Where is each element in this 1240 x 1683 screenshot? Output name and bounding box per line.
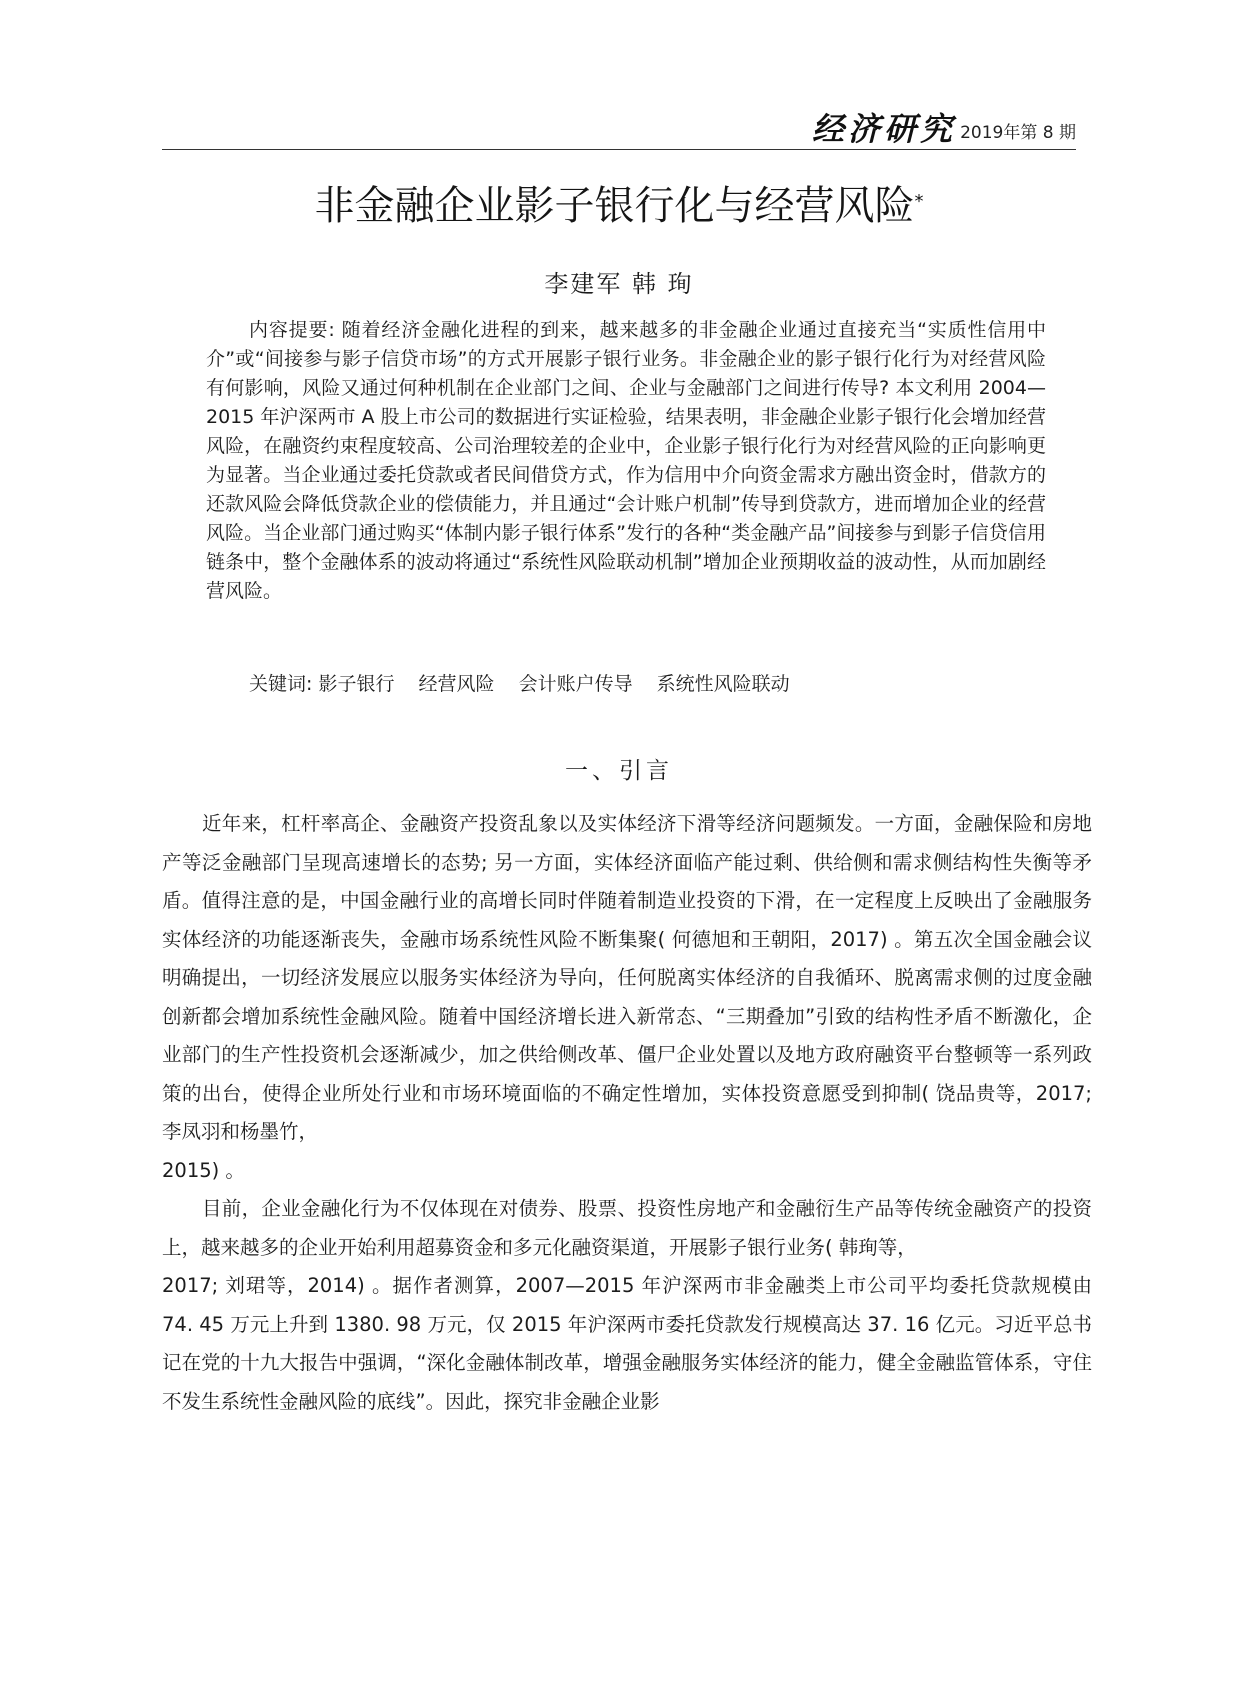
paragraph-continuation: 2015) 。	[162, 1158, 245, 1182]
article-title	[162, 180, 1076, 232]
running-header	[162, 112, 1076, 150]
abstract-label: 内容提要:	[249, 319, 335, 341]
keywords	[206, 670, 1046, 699]
paragraph: 近年来，杠杆率高企、金融资产投资乱象以及实体经济下滑等经济问题频发。一方面，金融保险和房地产等泛金融部门呈现高速增长的态势; 另一方面，实体经济面临产能过剩、供给侧和需求侧结构性失衡等矛盾。值得注意的是，中国金融行业的高增长同时伴随着制造业投资的下滑，在一定程度上反映出了金融服务实体经济的功能逐渐丧失，金融市场系统性风险不断集聚( 何德旭和王朝阳，2017) 。第五次全国金融会议明确提出，一切经济发展应以服务实体经济为导向，任何脱离实体经济的自我循环、脱离需求侧的过度金融创新都会增加系统性金融风险。随着中国经济增长进入新常态、“三期叠加”引致的结构性矛盾不断激化，企业部门的生产性投资机会逐渐减少，加之供给侧改革、僵尸企业处置以及地方政府融资平台整顿等一系列政策的出台，使得企业所处行业和市场环境面临的不确定性增加，实体投资意愿受到抑制( 饶品贵等，2017; 李凤羽和杨墨竹，	[162, 812, 1092, 1143]
header-rule	[162, 149, 1076, 150]
abstract-text: 随着经济金融化进程的到来，越来越多的非金融企业通过直接充当“实质性信用中介”或“间接参与影子信贷市场”的方式开展影子银行业务。非金融企业的影子银行化行为对经营风险有何影响，风险又通过何种机制在企业部门之间、企业与金融部门之间进行传导? 本文利用 2004—2015 年沪深两市 A 股上市公司的数据进行实证检验，结果表明，非金融企业影子银行化会增加经营风险，在融资约束程度较高、公司治理较差的企业中，企业影子银行化行为对经营风险的正向影响更为显著。当企业通过委托贷款或者民间借贷方式，作为信用中介向资金需求方融出资金时，借款方的还款风险会降低贷款企业的偿债能力，并且通过“会计账户机制”传导到贷款方，进而增加企业的经营风险。当企业部门通过购买“体制内影子银行体系”发行的各种“类金融产品”间接参与到影子信贷信用链条中，整个金融体系的波动将通过“系统性风险联动机制”增加企业预期收益的波动性，从而加剧经营风险。	[206, 319, 1046, 602]
keywords-label: 关键词:	[249, 673, 313, 695]
title-footnote-mark: *	[914, 191, 924, 212]
keyword: 经营风险	[418, 673, 495, 695]
journal-logo: 经济研究	[811, 110, 956, 148]
keyword: 影子银行	[318, 673, 395, 695]
issue-number: 2019年第 8 期	[960, 123, 1076, 143]
paragraph: 目前，企业金融化行为不仅体现在对债券、股票、投资性房地产和金融衍生产品等传统金融资产的投资上，越来越多的企业开始利用超募资金和多元化融资渠道，开展影子银行业务( 韩珣等，	[162, 1197, 1092, 1259]
keyword: 会计账户传导	[518, 673, 633, 695]
article-title-text: 非金融企业影子银行化与经营风险	[314, 183, 915, 229]
abstract	[206, 316, 1046, 606]
paragraph-continuation: 2017; 刘珺等，2014) 。据作者测算，2007—2015 年沪深两市非金融类上市公司平均委托贷款规模由 74. 45 万元上升到 1380. 98 万元，仅 2015 年沪深两市委托贷款发行规模高达 37. 16 亿元。习近平总书记在党的十九大报告中强调，“深化金融体制改革，增强金融服务实体经济的能力，健全金融监管体系，守住不发生系统性金融风险的底线”。因此，探究非金融企业影	[162, 1274, 1092, 1413]
body-text	[162, 805, 1092, 1421]
section-heading: 一、引言	[565, 758, 673, 784]
author-line: 李建军 韩 珣	[544, 270, 694, 298]
keyword: 系统性风险联动	[656, 673, 790, 695]
